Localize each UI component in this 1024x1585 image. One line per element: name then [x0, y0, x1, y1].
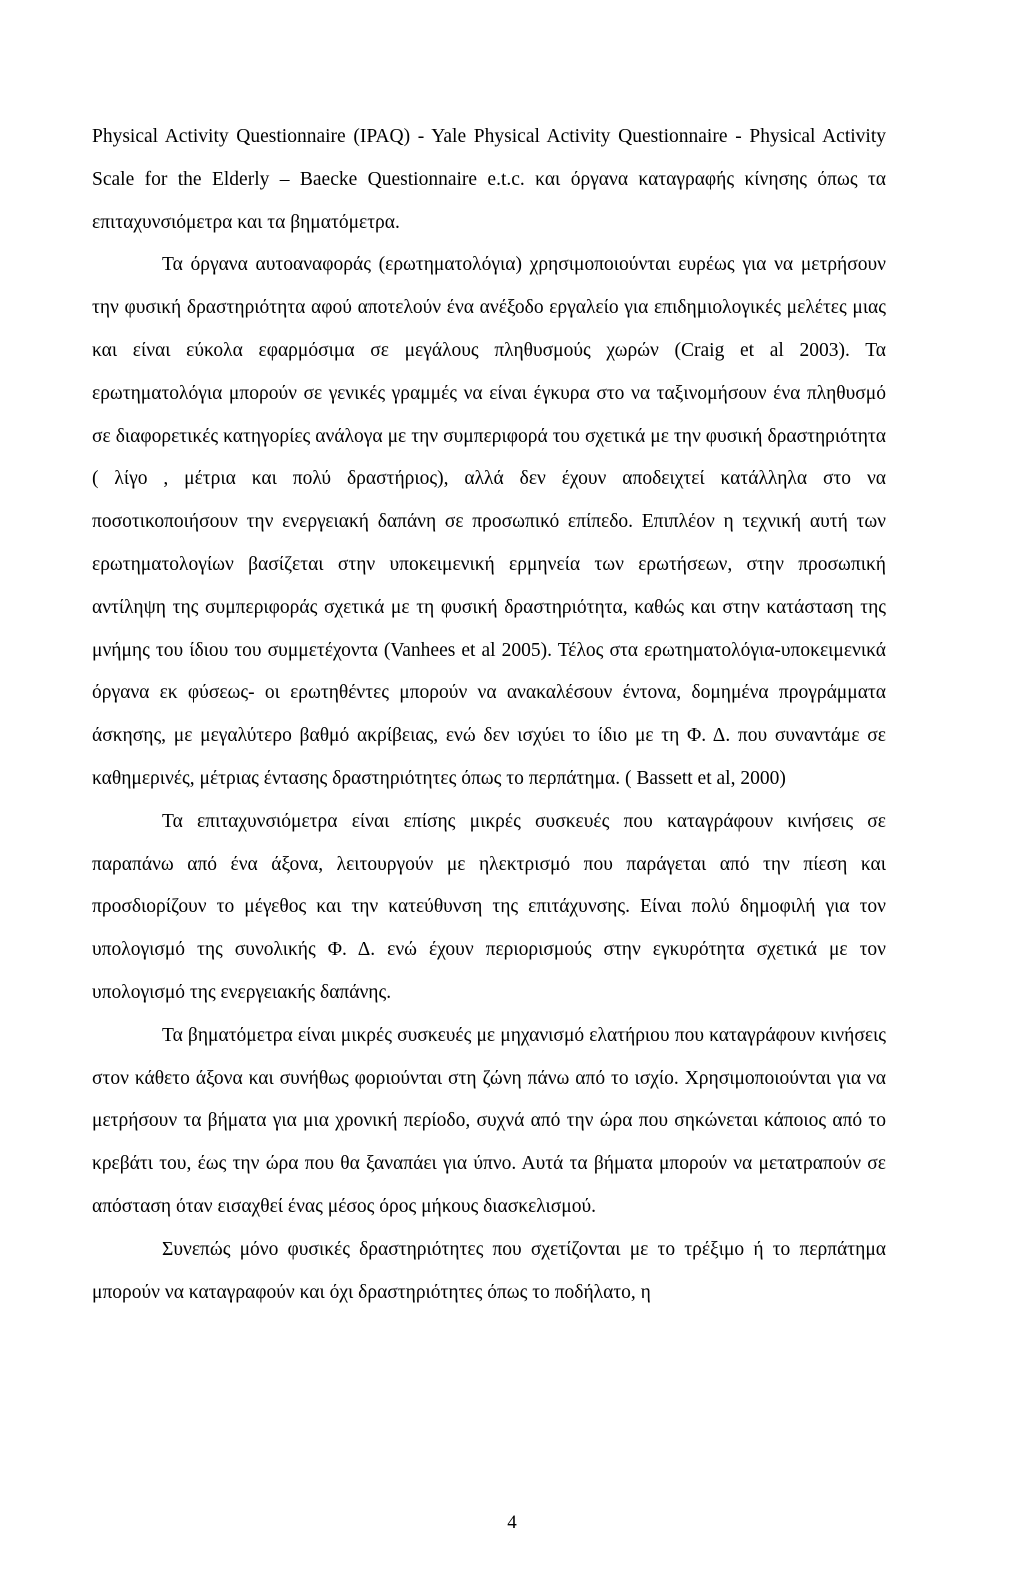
paragraph-pedometers: Τα βηματόμετρα είναι μικρές συσκευές με μηχανισμό ελατήριου που καταγράφουν κινήσεις στον κάθετο άξονα και συνήθως φοριούνται στη ζώνη πάνω από το ισχίο. Χρησιμοποιούνται για να μετρήσουν τα βήματα για μια χρονική περίοδο, συχνά από την ώρα που σηκώνεται κάποιος από το κρεβάτι του, έως την ώρα που θα ξαναπάει για ύπνο. Αυτά τα βήματα μπορούν να μετατραπούν σε απόσταση όταν εισαχθεί ένας μέσος όρος μήκους διασκελισμού. [92, 1024, 886, 1217]
document-body [92, 116, 886, 1314]
paragraph-consequently: Συνεπώς μόνο φυσικές δραστηριότητες που σχετίζονται με το τρέξιμο ή το περπάτημα μπορούν να καταγραφούν και όχι δραστηριότητες όπως το ποδήλατο, η [92, 1238, 886, 1303]
paragraph-questionnaires-list: Physical Activity Questionnaire (IPAQ) - Yale Physical Activity Questionnaire - Physical Activity Scale for the Elderly – Baecke Questionnaire e.t.c. και όργανα καταγραφής κίνησης όπως τα επιταχυνσιόμετρα και τα βηματόμετρα. [92, 126, 886, 233]
page-number: 4 [507, 1512, 517, 1533]
paragraph-accelerometers: Τα επιταχυνσιόμετρα είναι επίσης μικρές συσκευές που καταγράφουν κινήσεις σε παραπάνω από ένα άξονα, λειτουργούν με ηλεκτρισμό που παράγεται από την πίεση και προσδιορίζουν το μέγεθος και την κατεύθυνση της επιτάχυνσης. Είναι πολύ δημοφιλή για τον υπολογισμό της συνολικής Φ. Δ. ενώ έχουν περιορισμούς στην εγκυρότητα σχετικά με τον υπολογισμό της ενεργειακής δαπάνης. [92, 810, 886, 1003]
paragraph-self-report-instruments: Τα όργανα αυτοαναφοράς (ερωτηματολόγια) χρησιμοποιούνται ευρέως για να μετρήσουν την φυσική δραστηριότητα αφού αποτελούν ένα ανέξοδο εργαλείο για επιδημιολογικές μελέτες μιας και είναι εύκολα εφαρμόσιμα σε μεγάλους πληθυσμούς χωρών (Craig et al 2003). Τα ερωτηματολόγια μπορούν σε γενικές γραμμές να είναι έγκυρα στο να ταξινομήσουν ένα πληθυσμό σε διαφορετικές κατηγορίες ανάλογα με την συμπεριφορά του σχετικά με την φυσική δραστηριότητα ( λίγο , μέτρια και πολύ δραστήριος), αλλά δεν έχουν αποδειχτεί κατάλληλα στο να ποσοτικοποιήσουν την ενεργειακή δαπάνη σε προσωπικό επίπεδο. Επιπλέον η τεχνική αυτή των ερωτηματολογίων βασίζεται στην υποκειμενική ερμηνεία των ερωτήσεων, στην προσωπική αντίληψη της συμπεριφοράς σχετικά με τη φυσική δραστηριότητα, καθώς και στην κατάσταση της μνήμης του ίδιου του συμμετέχοντα (Vanhees et al 2005). Τέλος στα ερωτηματολόγια-υποκειμενικά όργανα εκ φύσεως- οι ερωτηθέντες μπορούν να ανακαλέσουν έντονα, δομημένα προγράμματα άσκησης, με μεγαλύτερο βαθμό ακρίβειας, ενώ δεν ισχύει το ίδιο με τη Φ. Δ. που συναντάμε σε καθημερινές, μέτριας έντασης δραστηριότητες όπως το περπάτημα. ( Bassett et al, 2000) [92, 254, 886, 789]
